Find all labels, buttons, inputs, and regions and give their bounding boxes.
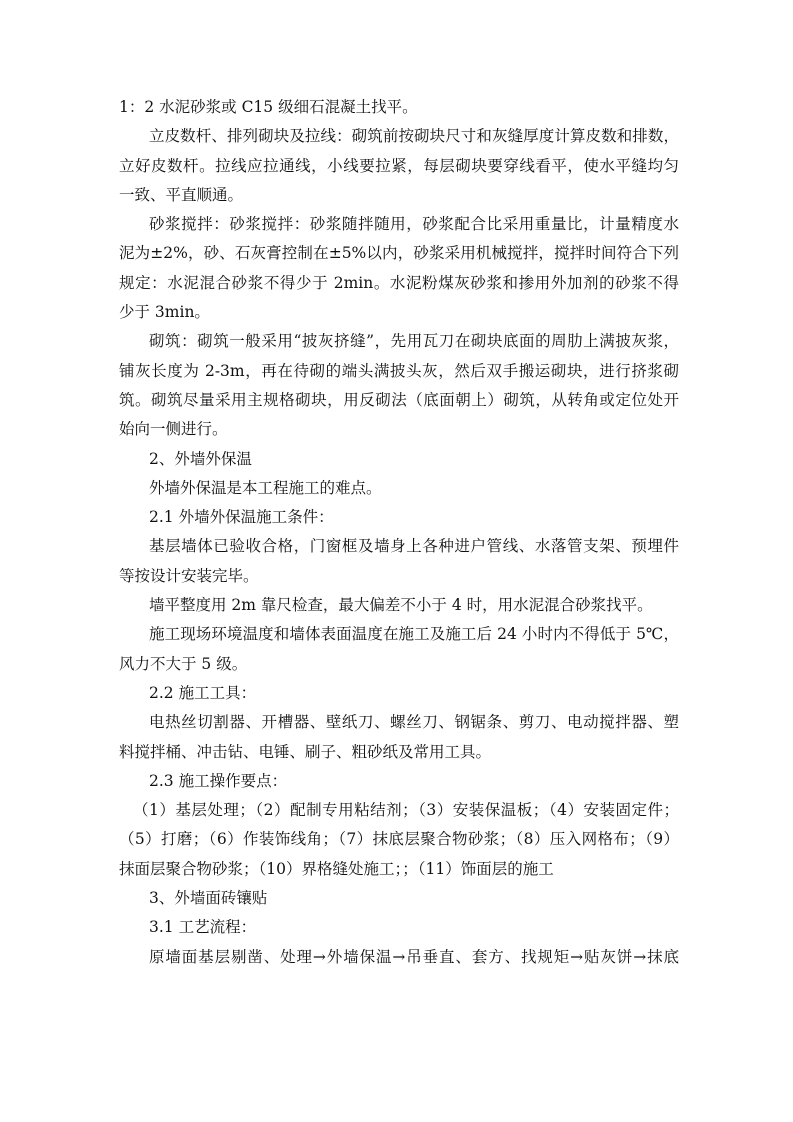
text-line: 抹面层聚合物砂浆；（10）界格缝处施工；；（11）饰面层的施工 [119, 859, 554, 878]
paragraph-first-line: 砂浆搅拌：砂浆搅拌：砂浆随拌随用，砂浆配合比采用重量比，计量精度水 [149, 215, 679, 234]
paragraph-first-line: 外墙外保温是本工程施工的难点。 [149, 478, 382, 497]
subsection-heading: 2.2 施工工具： [149, 683, 257, 702]
text-line: 始向一侧进行。 [119, 420, 228, 439]
paragraph-first-line: 施工现场环境温度和墙体表面温度在施工及施工后 24 小时内不得低于 5℃， [149, 625, 679, 644]
text-line: 立好皮数杆。拉线应拉通线，小线要拉紧，每层砌块要穿线看平，使水平缝均匀 [119, 156, 679, 175]
text-line: 1：2 水泥砂浆或 C15 级细石混凝土找平。 [119, 98, 418, 116]
text-line: 一致、平直顺通。 [119, 185, 244, 204]
paragraph-first-line: 基层墙体已验收合格，门窗框及墙身上各种进户管线、水落管支架、预埋件 [149, 537, 679, 556]
text-line: 少于 3min。 [119, 303, 210, 322]
text-line: 筑。砌筑尽量采用主规格砌块，用反砌法（底面朝上）砌筑，从转角或定位处开 [119, 390, 679, 409]
text-line: 规定：水泥混合砂浆不得少于 2min。水泥粉煤灰砂浆和掺用外加剂的砂浆不得 [119, 273, 679, 292]
subsection-heading: 3.1 工艺流程： [149, 918, 257, 937]
paragraph-first-line: 砌筑：砌筑一般采用“披灰挤缝”，先用瓦刀在砌块底面的周肋上满披灰浆， [149, 332, 679, 351]
text-line: 泥为±2%，砂、石灰膏控制在±5%以内，砂浆采用机械搅拌，搅拌时间符合下列 [119, 244, 679, 263]
paragraph-first-line: 电热丝切割器、开槽器、壁纸刀、螺丝刀、钢锯条、剪刀、电动搅拌器、塑 [149, 713, 679, 732]
document-body [119, 93, 679, 972]
text-line: 等按设计安装完毕。 [119, 566, 259, 585]
text-line: 料搅拌桶、冲击钻、电锤、刷子、粗砂纸及常用工具。 [119, 742, 492, 761]
paragraph-first-line: 墙平整度用 2m 靠尺检查，最大偏差不小于 4 时，用水泥混合砂浆找平。 [149, 596, 653, 615]
paragraph-first-line: 立皮数杆、排列砌块及拉线：砌筑前按砌块尺寸和灰缝厚度计算皮数和排数， [149, 127, 679, 146]
paragraph-first-line: 原墙面基层剔凿、处理→外墙保温→吊垂直、套方、找规矩→贴灰饼→抹底 [149, 947, 679, 966]
paragraph-first-line: （1）基层处理；（2）配制专用粘结剂；（3）安装保温板；（4）安装固定件； [133, 801, 679, 820]
subsection-heading: 2.3 施工操作要点： [149, 771, 288, 790]
text-line: （5）打磨；（6）作装饰线角；（7）抹底层聚合物砂浆；（8）压入网格布；（9） [119, 830, 679, 849]
section-heading: 3、外墙面砖镶贴 [149, 889, 268, 908]
section-heading: 2、外墙外保温 [149, 449, 252, 468]
text-line: 铺灰长度为 2-3m，再在待砌的端头满披头灰，然后双手搬运砌块，进行挤浆砌 [119, 361, 679, 380]
subsection-heading: 2.1 外墙外保温施工条件： [149, 508, 334, 527]
text-line: 风力不大于 5 级。 [119, 654, 248, 673]
